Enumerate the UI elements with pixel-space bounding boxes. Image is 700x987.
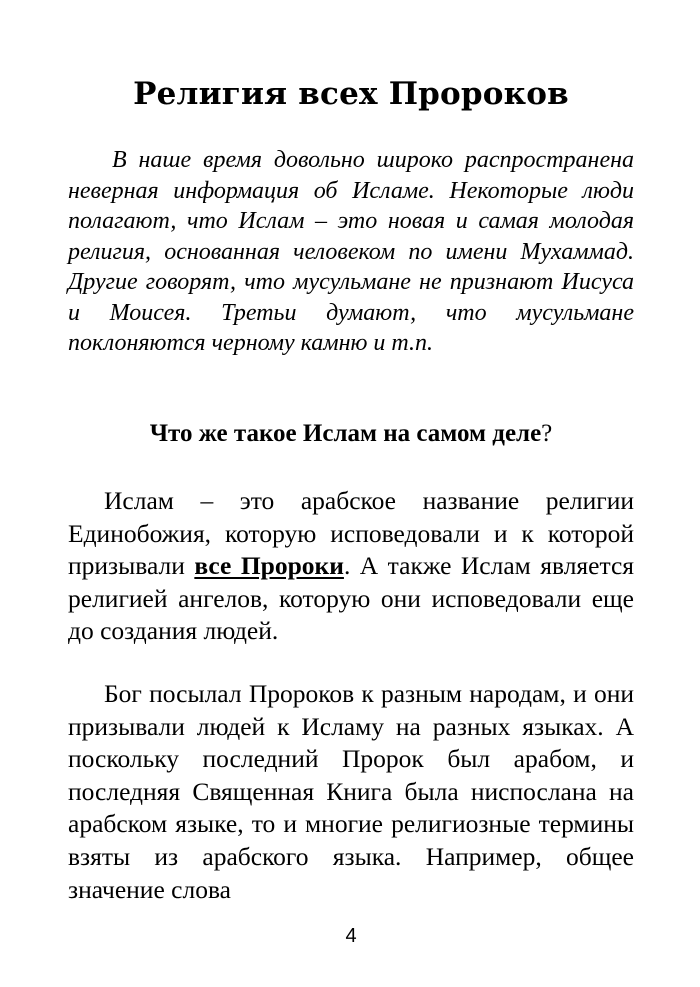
page-number: 4 xyxy=(345,925,357,947)
section-question xyxy=(68,418,634,450)
paragraph-1-before: Ислам – это арабское название религии Единобожия, которую исповедовали и к которой призывали xyxy=(68,486,634,581)
question-text: Что же такое Ислам на самом деле xyxy=(149,420,542,447)
question-mark: ? xyxy=(541,420,553,447)
body-paragraph-2: Бог посылал Пророков к разным народам, и они призывали людей к Исламу на разных языках. А поскольку последний Пророк был арабом, и последняя Священная Книга была ниспослана на арабском языке, то и многие религиозные термины взяты из арабского языка. Например, общее значение слова xyxy=(68,679,634,904)
intro-paragraph: В наше время довольно широко распространена неверная информация об Исламе. Некоторые люди полагают, что Ислам – это новая и самая молодая религия, основанная человеком по имени Мухаммад. Другие говорят, что мусульмане не признают Иисуса и Моисея. Третьи думают, что мусульмане поклоняются черному камню и т.п. xyxy=(68,147,634,356)
body-paragraph-1 xyxy=(68,485,634,648)
paragraph-1-after: . А также Ислам является религией ангелов, которую они исповедовали еще до создания людей. xyxy=(68,551,634,646)
document-page xyxy=(68,0,634,987)
page-title: Религия всех Пророков xyxy=(133,76,569,112)
emphasis-all-prophets: все Пророки xyxy=(194,551,344,581)
